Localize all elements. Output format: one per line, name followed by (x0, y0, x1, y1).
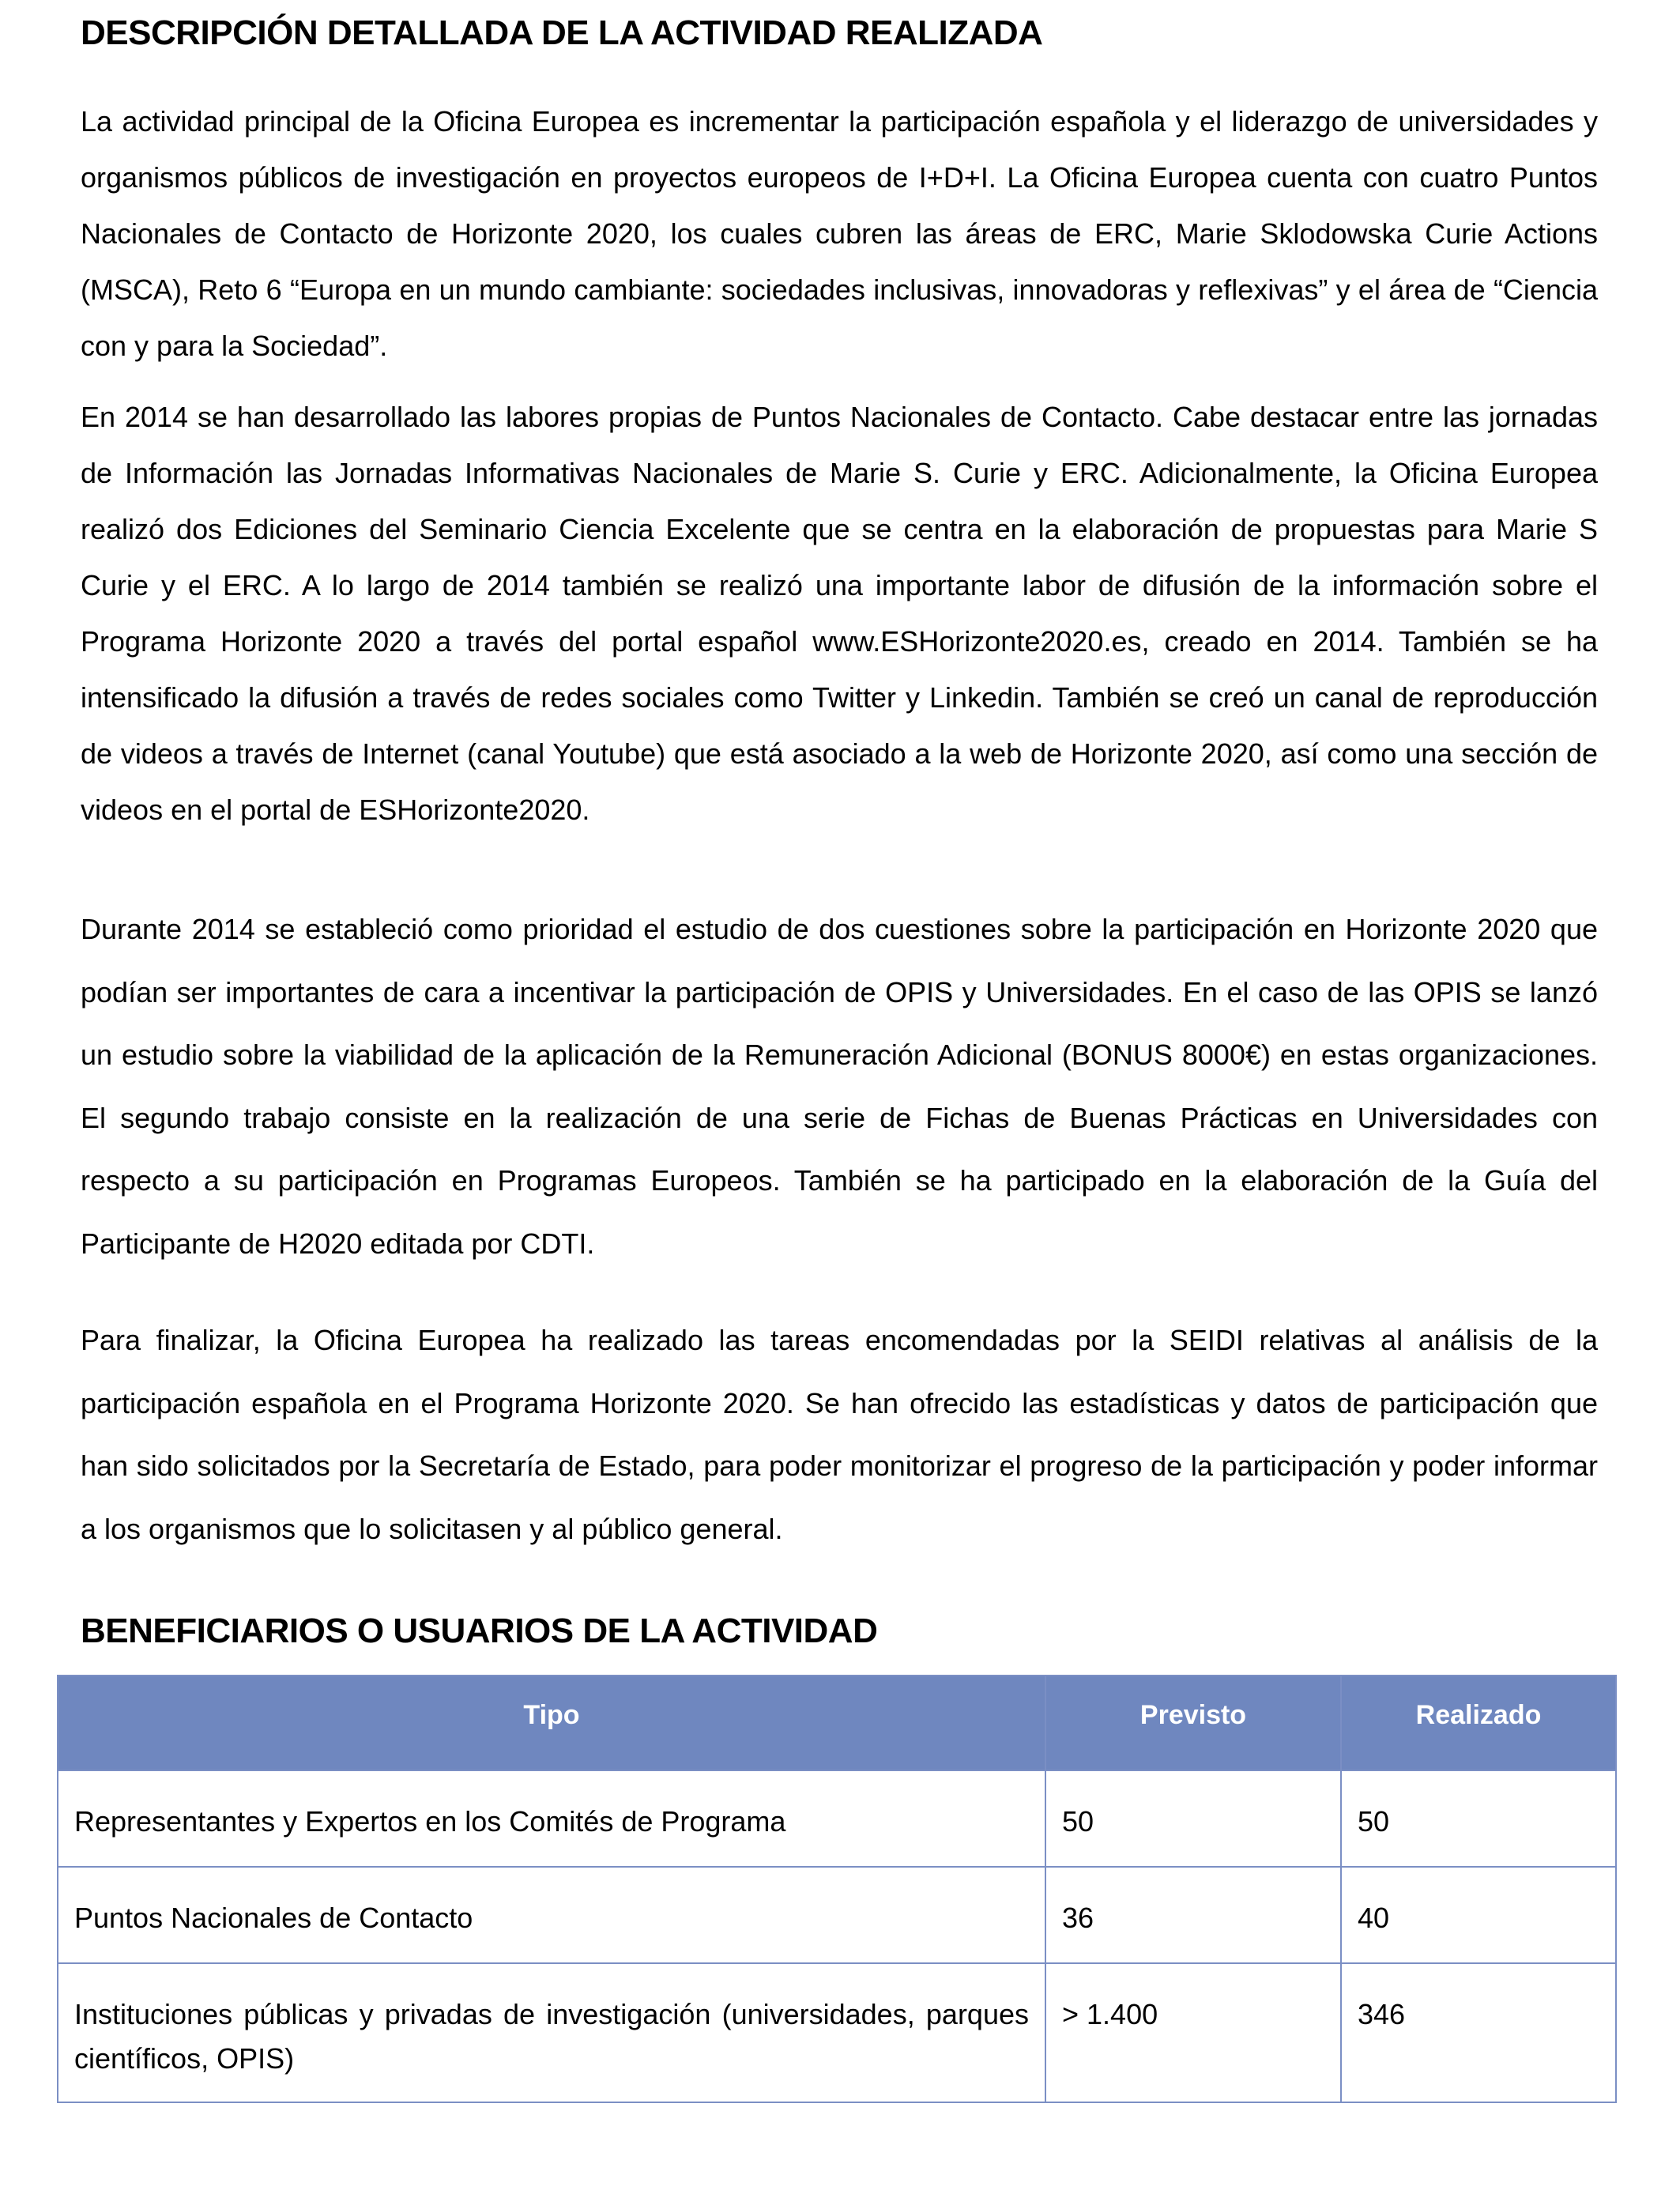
section-heading-descripcion: DESCRIPCIÓN DETALLADA DE LA ACTIVIDAD REALIZADA (81, 13, 1043, 52)
table-cell-realizado: 346 (1341, 1963, 1616, 2102)
table-cell-tipo: Instituciones públicas y privadas de investigación (universidades, parques científicos, OPIS) (58, 1963, 1045, 2102)
section-heading-beneficiarios: BENEFICIARIOS O USUARIOS DE LA ACTIVIDAD (81, 1612, 878, 1650)
table-row (58, 1867, 1616, 1963)
column-header-previsto: Previsto (1045, 1676, 1341, 1770)
table-cell-realizado: 50 (1341, 1770, 1616, 1867)
table-row (58, 1963, 1616, 2102)
paragraph-actividad-principal: La actividad principal de la Oficina Europea es incrementar la participación española y el liderazgo de universidades y organismos públicos de investigación en proyectos europeos de I+D+I. La Oficina Europea cuenta con cuatro Puntos Nacionales de Contacto de Horizonte 2020, los cuales cubren las áreas de ERC, Marie Sklodowska Curie Actions (MSCA), Reto 6 “Europa en un mundo cambiante: sociedades inclusivas, innovadoras y reflexivas” y el área de “Ciencia con y para la Sociedad”. (81, 105, 1598, 362)
beneficiaries-table (57, 1675, 1617, 2103)
column-header-tipo: Tipo (58, 1676, 1045, 1770)
paragraph-para-finalizar: Para finalizar, la Oficina Europea ha realizado las tareas encomendadas por la SEIDI relativas al análisis de la participación española en el Programa Horizonte 2020. Se han ofrecido las estadísticas y datos de participación que han sido solicitados por la Secretaría de Estado, para poder monitorizar el progreso de la participación y poder informar a los organismos que lo solicitasen y al público general. (81, 1324, 1598, 1545)
paragraph-prioridad-estudio: Durante 2014 se estableció como prioridad el estudio de dos cuestiones sobre la participación en Horizonte 2020 que podían ser importantes de cara a incentivar la participación de OPIS y Universidades. En el caso de las OPIS se lanzó un estudio sobre la viabilidad de la aplicación de la Remuneración Adicional (BONUS 8000€) en estas organizaciones. El segundo trabajo consiste en la realización de una serie de Fichas de Buenas Prácticas en Universidades con respecto a su participación en Programas Europeos. También se ha participado en la elaboración de la Guía del Participante de H2020 editada por CDTI. (81, 913, 1598, 1260)
table-cell-tipo: Puntos Nacionales de Contacto (58, 1867, 1045, 1963)
table-cell-previsto: 36 (1045, 1867, 1341, 1963)
table-header-row (58, 1676, 1616, 1770)
column-header-realizado: Realizado (1341, 1676, 1616, 1770)
table-cell-realizado: 40 (1341, 1867, 1616, 1963)
table-cell-tipo: Representantes y Expertos en los Comités de Programa (58, 1770, 1045, 1867)
table-row (58, 1770, 1616, 1867)
table-cell-previsto: 50 (1045, 1770, 1341, 1867)
paragraph-labores-2014: En 2014 se han desarrollado las labores propias de Puntos Nacionales de Contacto. Cabe destacar entre las jornadas de Información las Jornadas Informativas Nacionales de Marie S. Curie y ERC. Adicionalmente, la Oficina Europea realizó dos Ediciones del Seminario Ciencia Excelente que se centra en la elaboración de propuestas para Marie S Curie y el ERC. A lo largo de 2014 también se realizó una importante labor de difusión de la información sobre el Programa Horizonte 2020 a través del portal español www.ESHorizonte2020.es, creado en 2014. También se ha intensificado la difusión a través de redes sociales como Twitter y Linkedin. También se creó un canal de reproducción de videos a través de Internet (canal Youtube) que está asociado a la web de Horizonte 2020, así como una sección de videos en el portal de ESHorizonte2020. (81, 401, 1598, 826)
table-cell-previsto: > 1.400 (1045, 1963, 1341, 2102)
